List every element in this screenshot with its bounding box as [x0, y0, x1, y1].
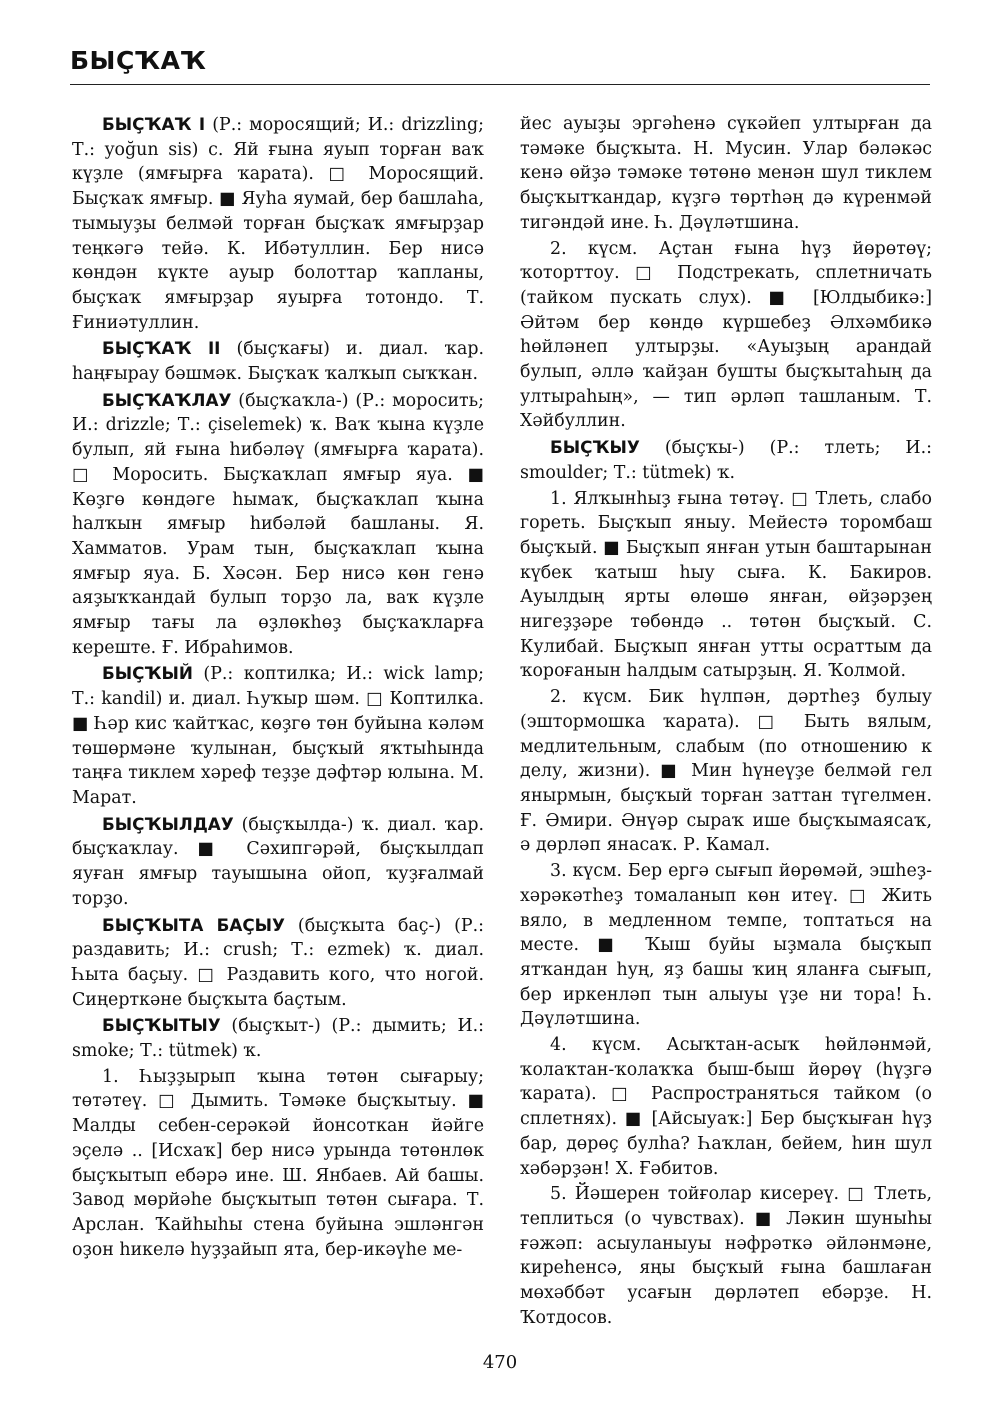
entry-text: (быҫҡыт-) (Р.: дымить; И.: smoke; Т.: tütmek) ҡ.: [72, 1016, 484, 1062]
entry-text: 2. күсм. Бик һүлпән, дәртһеҙ булыу (эштормошка ҡарата). □ Быть вялым, медлительным, слабым (по отношению к делу, жизни). ■ Мин һүнеүҙе белмәй гел янырмын, быҫҡый торған заттан түгелмен. Ғ. Әмири. Әнүәр сыраҡ ише быҫҡымаясаҡ, ә дөрләп янасаҡ. Р. Камал.: [520, 687, 932, 856]
right-column: [520, 112, 932, 1331]
dictionary-sense: [520, 685, 932, 858]
entry-headword: БЫҪҠЫУ: [550, 437, 640, 458]
entry-text: (быҫҡы-) (Р.: тлеть; И.: smoulder; Т.: tütmek) ҡ.: [520, 438, 932, 483]
entry-text: 1. Һыҙҙырып ҡына төтөн сығарыу; төтәтеү. □ Дымить. Тәмәке быҫҡытыу. ■ Малды себен-серәкәй йонсоткан йәйге эҫелә .. [Исхаҡ] бер нисә урында төтөнлөк быҫҡытып ебәрә ине. Ш. Янбаев. Ай башы. Завод мөрйәһе быҫҡытып төтөн сығара. Т. Арслан. Ҡайһыһы стена буйына эшләнгән оҙон һикелә һуҙҙайып ята, бер-икәүһе ме-: [72, 1066, 484, 1260]
entry-text: 1. Ялҡынһыҙ ғына төтәү. □ Тлеть, слабо гореть. Быҫҡып яныу. Мейестә торомбаш быҫҡый. ■ Быҫҡып янған утын баштарынан күбек ҡатыш һыу сыға. К. Бакиров. Ауылдың ярты өлөшө янған, өйҙәрҙең нигеҙҙәре төбөндә .. төтөн быҫҡый. С. Кулибай. Быҫҡып янған утты осраттым да ҡороғанын һалдым сатырҙың. Я. Ҡолмой.: [520, 488, 932, 682]
entry-text: (Р.: коптилка; И.: wick lamp; Т.: kandil) и. диал. Һуҡыр шәм. □ Коптилка. ■ Һәр кис ҡайтҡас, көҙгө төн буйына кәләм төшөрмәне ҡулынан, быҫҡый яҡтыһында таңға тиклем хәреф теҙҙе дәфтәр юлына. М. Марат.: [72, 664, 484, 808]
entry-headword: БЫҪҠАҠЛАУ: [102, 389, 232, 410]
entry-headword: БЫҪҠЫЛДАУ: [102, 813, 234, 834]
left-column: [72, 112, 484, 1263]
entry-text: (быҫҡағы) и. диал. ҡар. һаңғырау бәшмәк. Быҫҡаҡ ҡалҡып сыҡҡан.: [72, 339, 484, 385]
dictionary-sense: [520, 487, 932, 685]
entry-text: 4. күсм. Асыҡтан-асыҡ һөйләнмәй, ҡолаҡтан-ҡолаҡҡа быш-быш йөрөү (һүҙгә ҡарата). □ Распространяться тайком (о сплетнях). ■ [Айсыуаҡ:] Бер быҫҡыған һүҙ бар, дөрөҫ булһа? Һаҡлан, бейем, һин шул хәбәрҙән! Х. Ғәбитов.: [520, 1035, 932, 1179]
entry-text: йес ауыҙы эргәһенә сүкәйеп ултырған да тәмәке быҫҡыта. Н. Мусин. Улар бәләкәс кенә өйҙә тәмәке төтөнө менән шул тиклем быҫҡытҡандар, күҙгә төртһәң дә күренмәй тигәндәй ине. Һ. Дәүләтшина.: [520, 114, 932, 233]
entry-headword: БЫҪҠЫЙ: [102, 663, 193, 684]
dictionary-entry: [520, 435, 932, 485]
page-number: 470: [482, 1352, 518, 1373]
entry-text: (быҫҡылда-) ҡ. диал. ҡар. быҫҡаҡлау. ■ Сәхипгәрәй, быҫҡылдап яуған ямғыр тауышына ойоп, ҡуҙғалмай торҙо.: [72, 814, 484, 909]
dictionary-sense: [72, 1065, 484, 1263]
dictionary-sense: [520, 237, 932, 435]
dictionary-entry: [72, 388, 484, 661]
dictionary-entry: [72, 1013, 484, 1063]
dictionary-sense: [520, 859, 932, 1032]
dictionary-entry: [72, 661, 484, 810]
entry-text: (быҫҡаҡла-) (Р.: моросить; И.: drizzle; Т.: çiselemek) ҡ. Ваҡ ҡына күҙле булып, яй ғына һибәләү (ямғырға ҡарата). □ Моросить. Быҫҡаҡлап ямғыр яуа. ■ Көҙгө көндәге һымаҡ, быҫҡаҡлап ҡына һалҡын ямғыр һибәләй башланы. Я. Хамматов. Урам тын, быҫҡаҡлап ҡына ямғыр яуа. Б. Хәсән. Бер нисә көн генә аяҙыҡҡандай булып торҙо ла, ваҡ күҙле ямғыр тағы ла өҙлөкһөҙ быҫҡаҡларға кереште. Ғ. Ибраһимов.: [72, 390, 484, 658]
entry-headword: БЫҪҠЫТЫУ: [102, 1015, 221, 1036]
entry-headword: БЫҪҠЫТА БАҪЫУ: [102, 914, 285, 935]
entry-headword: БЫҪҠАҠ I: [102, 114, 206, 134]
entry-text: 5. Йәшерен тойғолар кисереү. □ Тлеть, теплиться (о чувствах). ■ Ләкин шуныһы ғәжәп: асыуланыуы нәфрәткә әйләнмәне, киреһенсә, яңы быҫҡый ғына башлаған мөхәббәт усағын дөрләтеп ебәрҙе. Н. Ҡотдосов.: [520, 1184, 932, 1328]
dictionary-sense: [520, 1182, 932, 1330]
entry-text: 3. күсм. Бер ергә сығып йөрөмәй, эшһеҙ-хәрәкәтһеҙ томаланып көн итеү. □ Жить вяло, в медленном темпе, топтаться на месте. ■ Ҡыш буйы ыҙмала быҫҡып ятҡандан һуң, яҙ башы ҡиң яланға сығып, бер иркенләп тын алыуы үҙе ни тора! Һ. Дәүләтшина.: [520, 861, 932, 1030]
entry-headword: БЫҪҠАҠ II: [102, 338, 221, 359]
dictionary-sense: [520, 1033, 932, 1181]
dictionary-entry: [72, 336, 484, 386]
entry-text: (быҫҡыта баҫ-) (Р.: раздавить; И.: crush; Т.: ezmek) ҡ. диал. Һыта баҫыу. □ Раздавить кого, что ногой. Сиңерткәне быҫҡыта баҫтым.: [72, 915, 484, 1010]
header-rule: [70, 84, 930, 85]
dictionary-entry: [72, 112, 484, 335]
entry-text: (Р.: моросящий; И.: drizzling; Т.: yoğun sis) с. Яй ғына яуып торған ваҡ күҙле (ямғырға ҡарата). □ Моросящий. Быҫҡаҡ ямғыр. ■ Яуһа яумай, бер башлаһа, тымыуҙы белмәй торған быҫҡаҡ ямғырҙар теңкәгә тейә. К. Ибәтуллин. Бер нисә көндән күкте ауыр болоттар ҡапланы, быҫҡаҡ ямғырҙар яуырға тотондо. Т. Ғиниәтуллин.: [72, 115, 484, 333]
dictionary-entry: [72, 913, 484, 1013]
dictionary-entry: [72, 812, 484, 912]
entry-text: 2. күсм. Аҫтан ғына һүҙ йөрөтөү; ҡоторттоу. □ Подстрекать, сплетничать (тайком пускать слух). ■ [Юлдыбикә:] Әйтәм бер көндө күршебеҙ Әлхәмбикә һөйләнеп ултырҙы. «Ауыҙың арандай булып, әллә ҡайҙан бушты быҫҡытаһың да ултыраһың», — тип әрләп ташланым. Т. Хәйбуллин.: [520, 238, 932, 432]
dictionary-sense-continued: [520, 112, 932, 236]
running-header: БЫҪҠАҠ: [70, 46, 207, 75]
